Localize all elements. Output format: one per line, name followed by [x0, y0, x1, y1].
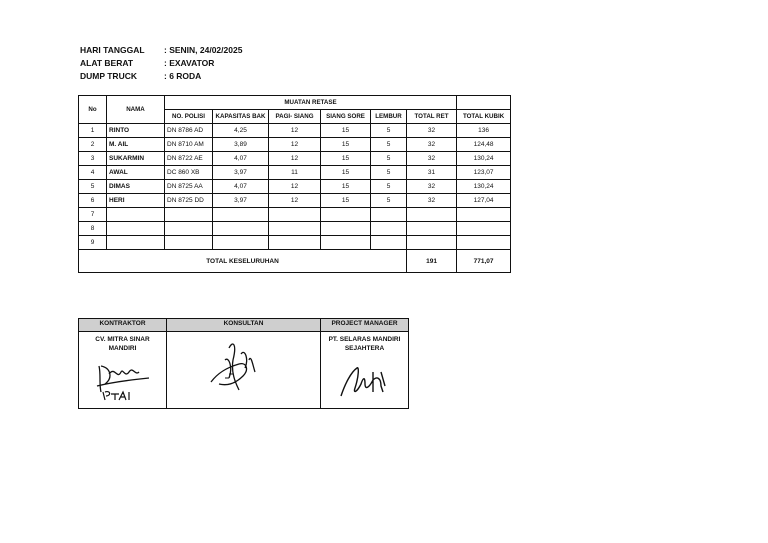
- col-header-total-ret: TOTAL RET: [407, 110, 457, 124]
- row-kapasitas: [213, 222, 269, 236]
- header-value: : EXAVATOR: [164, 58, 215, 68]
- row-siang-sore: [321, 208, 371, 222]
- row-polisi: DN 8722 AE: [165, 152, 213, 166]
- col-header-polisi: NO. POLISI: [165, 110, 213, 124]
- row-pagi-siang: 12: [269, 124, 321, 138]
- row-pagi-siang: 12: [269, 194, 321, 208]
- row-nama: [107, 222, 165, 236]
- total-ret-value: 191: [407, 250, 457, 273]
- total-kubik-value: 771,07: [457, 250, 511, 273]
- row-kapasitas: 4,07: [213, 152, 269, 166]
- col-header-no: No: [79, 96, 107, 124]
- row-total-ret: 32: [407, 180, 457, 194]
- konsultan-cell: [167, 332, 321, 409]
- col-header-pagi-siang: PAGI- SIANG: [269, 110, 321, 124]
- row-siang-sore: 15: [321, 194, 371, 208]
- row-total-ret: 32: [407, 194, 457, 208]
- table-body: [79, 124, 511, 250]
- row-total-ret: [407, 208, 457, 222]
- pm-title: PROJECT MANAGER: [321, 319, 409, 332]
- row-lembur: 5: [371, 166, 407, 180]
- row-kapasitas: 4,25: [213, 124, 269, 138]
- total-label: TOTAL KESELURUHAN: [79, 250, 407, 273]
- row-nama: DIMAS: [107, 180, 165, 194]
- row-total-kubik: 127,04: [457, 194, 511, 208]
- table-row: [79, 208, 511, 222]
- row-polisi: DN 8786 AD: [165, 124, 213, 138]
- row-total-ret: [407, 236, 457, 250]
- row-no: 8: [79, 222, 107, 236]
- row-total-ret: 31: [407, 166, 457, 180]
- header-row-date: [80, 44, 242, 57]
- kontraktor-signature: [93, 360, 153, 402]
- row-no: 4: [79, 166, 107, 180]
- col-header-spacer: [457, 96, 511, 110]
- col-header-total-kubik: TOTAL KUBIK: [457, 110, 511, 124]
- row-kapasitas: 4,07: [213, 180, 269, 194]
- row-polisi: [165, 208, 213, 222]
- row-no: 6: [79, 194, 107, 208]
- table-row: [79, 166, 511, 180]
- row-lembur: 5: [371, 124, 407, 138]
- row-lembur: 5: [371, 152, 407, 166]
- row-nama: HERI: [107, 194, 165, 208]
- row-kapasitas: 3,89: [213, 138, 269, 152]
- row-lembur: 5: [371, 180, 407, 194]
- row-pagi-siang: 12: [269, 138, 321, 152]
- row-pagi-siang: 12: [269, 152, 321, 166]
- header-value: : SENIN, 24/02/2025: [164, 45, 243, 55]
- row-nama: RINTO: [107, 124, 165, 138]
- konsultan-signature: [205, 338, 265, 404]
- row-lembur: [371, 222, 407, 236]
- header-row-equipment: [80, 57, 242, 70]
- row-siang-sore: 15: [321, 180, 371, 194]
- row-nama: AWAL: [107, 166, 165, 180]
- row-nama: SUKARMIN: [107, 152, 165, 166]
- total-row: [79, 250, 511, 273]
- row-polisi: [165, 236, 213, 250]
- row-no: 2: [79, 138, 107, 152]
- kontraktor-cell: [79, 332, 167, 409]
- retase-table: [78, 95, 511, 273]
- row-lembur: [371, 208, 407, 222]
- table-row: [79, 194, 511, 208]
- pm-company: PT. SELARAS MANDIRI: [328, 336, 401, 343]
- row-pagi-siang: 12: [269, 180, 321, 194]
- table-row: [79, 138, 511, 152]
- row-siang-sore: [321, 236, 371, 250]
- row-pagi-siang: [269, 222, 321, 236]
- row-polisi: DN 8710 AM: [165, 138, 213, 152]
- kontraktor-company: CV. MITRA SINAR: [95, 336, 150, 343]
- document-header: [80, 44, 242, 83]
- row-kapasitas: [213, 208, 269, 222]
- header-label: DUMP TRUCK: [80, 71, 137, 81]
- table-row: [79, 236, 511, 250]
- row-kapasitas: 3,97: [213, 166, 269, 180]
- row-siang-sore: 15: [321, 166, 371, 180]
- row-total-ret: 32: [407, 152, 457, 166]
- table-row: [79, 180, 511, 194]
- header-value: : 6 RODA: [164, 71, 202, 81]
- row-total-ret: 32: [407, 138, 457, 152]
- row-pagi-siang: [269, 236, 321, 250]
- row-lembur: [371, 236, 407, 250]
- row-siang-sore: [321, 222, 371, 236]
- col-header-nama: NAMA: [107, 96, 165, 124]
- row-nama: [107, 208, 165, 222]
- row-total-kubik: 136: [457, 124, 511, 138]
- row-kapasitas: 3,97: [213, 194, 269, 208]
- row-no: 1: [79, 124, 107, 138]
- row-nama: [107, 236, 165, 250]
- row-total-kubik: 130,24: [457, 152, 511, 166]
- konsultan-title: KONSULTAN: [167, 319, 321, 332]
- row-pagi-siang: [269, 208, 321, 222]
- pm-company-line2: SEJAHTERA: [344, 345, 385, 352]
- row-polisi: DN 8725 DD: [165, 194, 213, 208]
- row-total-ret: [407, 222, 457, 236]
- header-row-truck: [80, 70, 242, 83]
- row-siang-sore: 15: [321, 152, 371, 166]
- table-row: [79, 124, 511, 138]
- row-total-kubik: 124,48: [457, 138, 511, 152]
- header-label: ALAT BERAT: [80, 58, 134, 68]
- group-header-muatan-retase: MUATAN RETASE: [165, 96, 457, 110]
- row-siang-sore: 15: [321, 124, 371, 138]
- col-header-kapasitas: KAPASITAS BAK: [213, 110, 269, 124]
- col-header-lembur: LEMBUR: [371, 110, 407, 124]
- pm-cell: [321, 332, 409, 409]
- row-polisi: DN 8725 AA: [165, 180, 213, 194]
- row-pagi-siang: 11: [269, 166, 321, 180]
- row-kapasitas: [213, 236, 269, 250]
- row-nama: M. AIL: [107, 138, 165, 152]
- row-no: 5: [79, 180, 107, 194]
- row-no: 9: [79, 236, 107, 250]
- table-row: [79, 222, 511, 236]
- row-total-kubik: 130,24: [457, 180, 511, 194]
- table-row: [79, 152, 511, 166]
- row-total-kubik: [457, 222, 511, 236]
- row-polisi: [165, 222, 213, 236]
- kontraktor-title: KONTRAKTOR: [79, 319, 167, 332]
- row-total-ret: 32: [407, 124, 457, 138]
- row-no: 3: [79, 152, 107, 166]
- pm-signature: [337, 362, 391, 402]
- header-label: HARI TANGGAL: [80, 45, 145, 55]
- row-total-kubik: 123,07: [457, 166, 511, 180]
- row-lembur: 5: [371, 194, 407, 208]
- kontraktor-company-line2: MANDIRI: [108, 345, 137, 352]
- row-polisi: DC 860 XB: [165, 166, 213, 180]
- row-siang-sore: 15: [321, 138, 371, 152]
- row-lembur: 5: [371, 138, 407, 152]
- row-no: 7: [79, 208, 107, 222]
- row-total-kubik: [457, 236, 511, 250]
- row-total-kubik: [457, 208, 511, 222]
- col-header-siang-sore: SIANG SORE: [321, 110, 371, 124]
- signature-table: [78, 318, 409, 409]
